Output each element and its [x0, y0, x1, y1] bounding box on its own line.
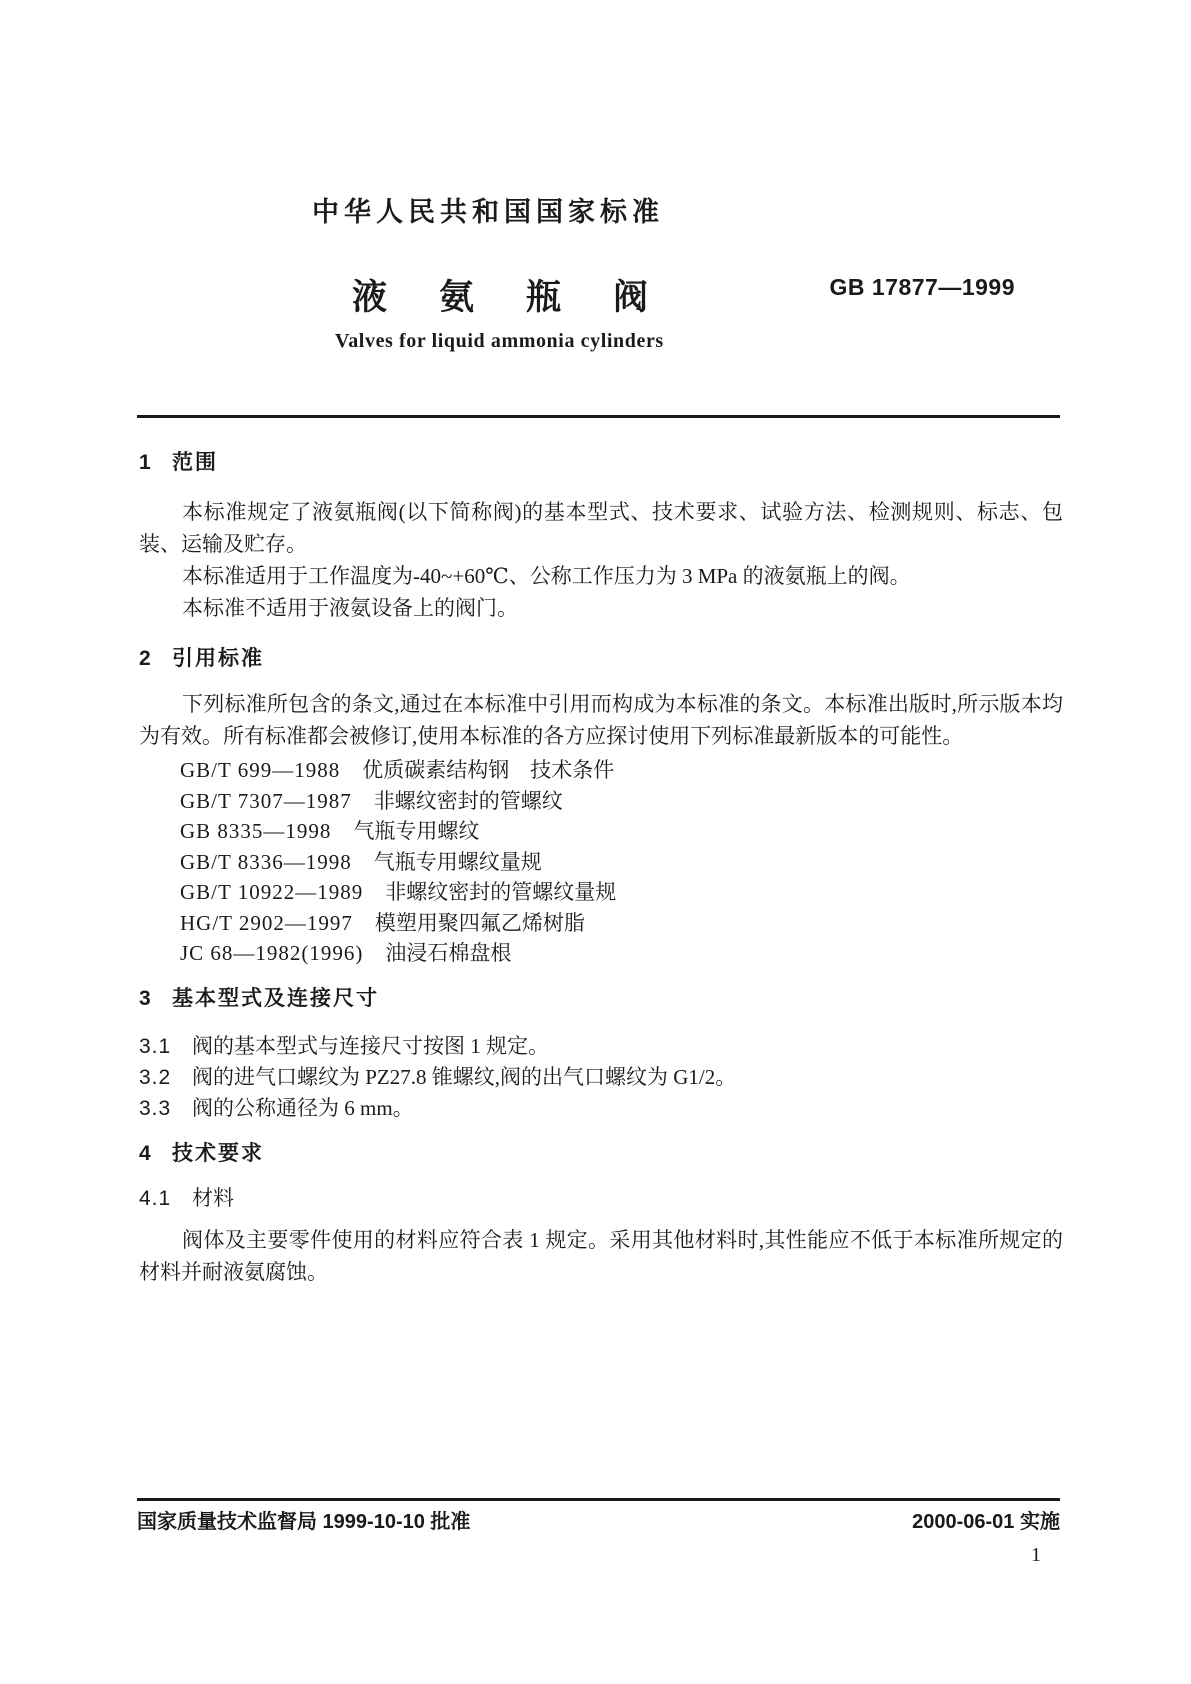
reference-title: 油浸石棉盘根 — [385, 941, 512, 965]
section-heading-technical-requirements — [139, 1143, 1063, 1165]
document-title-cn: 液氨瓶阀 — [352, 278, 701, 317]
approval-text: 国家质量技术监督局 1999-10-10 批准 — [137, 1511, 471, 1533]
clause-text: 阀的进气口螺纹为 PZ27.8 锥螺纹,阀的出气口螺纹为 G1/2。 — [192, 1064, 737, 1089]
section-heading-text: 基本型式及连接尺寸 — [172, 986, 379, 1010]
document-title-en: Valves for liquid ammonia cylinders — [335, 330, 664, 352]
implementation-text: 2000-06-01 实施 — [912, 1511, 1060, 1533]
reference-title: 非螺纹密封的管螺纹 — [373, 788, 563, 813]
clause-item — [139, 1031, 1063, 1062]
section-number: 1 — [139, 451, 151, 474]
reference-item — [180, 816, 1063, 847]
reference-item — [180, 938, 1063, 969]
reference-title: 非螺纹密封的管螺纹量规 — [385, 880, 617, 904]
clause-number: 3.3 — [139, 1096, 172, 1120]
section-heading-scope — [139, 452, 1063, 474]
paragraph-scope-3: 本标准不适用于液氨设备上的阀门。 — [182, 596, 518, 620]
reference-code: GB/T 10922—1989 — [180, 880, 364, 904]
clause-text: 材料 — [192, 1185, 234, 1210]
clause-list — [139, 1031, 1063, 1124]
paragraph-references-intro: 下列标准所包含的条文,通过在本标准中引用而构成为本标准的条文。本标准出版时,所示版本均为有效。所有标准都会被修订,使用本标准的各方应探讨使用下列标准最新版本的可能性。 — [139, 692, 1063, 748]
reference-item — [180, 877, 1063, 908]
paragraph-scope-1: 本标准规定了液氨瓶阀(以下简称阀)的基本型式、技术要求、试验方法、检测规则、标志、包装、运输及贮存。 — [139, 500, 1063, 556]
reference-code: JC 68—1982(1996) — [180, 941, 364, 965]
paragraph-scope-2: 本标准适用于工作温度为-40~+60℃、公称工作压力为 3 MPa 的液氨瓶上的阀。 — [182, 564, 911, 588]
reference-title: 气瓶专用螺纹量规 — [373, 849, 542, 874]
reference-item — [180, 755, 1063, 786]
clause-number: 3.1 — [139, 1034, 172, 1058]
section-heading-text: 范围 — [172, 451, 218, 474]
section-heading-basic-type — [139, 988, 1063, 1010]
clause-text: 阀的基本型式与连接尺寸按图 1 规定。 — [192, 1033, 549, 1058]
section-number: 4 — [139, 1141, 151, 1165]
clause-text: 阀的公称通径为 6 mm。 — [192, 1095, 414, 1120]
section-heading-text: 技术要求 — [172, 1141, 264, 1165]
reference-item — [180, 847, 1063, 878]
reference-title: 模塑用聚四氟乙烯树脂 — [374, 910, 585, 935]
reference-code: HG/T 2902—1997 — [180, 910, 353, 935]
reference-code: GB/T 699—1988 — [180, 758, 341, 782]
clause-item — [139, 1062, 1063, 1093]
reference-code: GB 8335—1998 — [180, 819, 332, 843]
clause-number: 3.2 — [139, 1065, 172, 1089]
standard-number: GB 17877—1999 — [829, 274, 1015, 300]
reference-code: GB/T 7307—1987 — [180, 788, 352, 813]
header-rule — [137, 415, 1060, 418]
reference-code: GB/T 8336—1998 — [180, 849, 352, 874]
references-list — [139, 755, 1063, 969]
reference-title: 优质碳素结构钢 技术条件 — [362, 758, 615, 782]
footer-rule — [137, 1498, 1060, 1501]
clause-item — [139, 1183, 1063, 1214]
clause-item — [139, 1093, 1063, 1124]
page-number: 1 — [1031, 1544, 1041, 1566]
section-number: 3 — [139, 986, 151, 1010]
body-content — [139, 444, 1063, 1288]
section-number: 2 — [139, 647, 151, 670]
reference-item — [180, 908, 1063, 939]
clause-number: 4.1 — [139, 1186, 172, 1210]
reference-item — [180, 786, 1063, 817]
section-heading-references — [139, 648, 1063, 670]
paragraph-material: 阀体及主要零件使用的材料应符合表 1 规定。采用其他材料时,其性能应不低于本标准所规定的材料并耐液氨腐蚀。 — [139, 1227, 1063, 1284]
doc-footer — [137, 1510, 1060, 1534]
national-standard-label: 中华人民共和国国家标准 — [312, 197, 664, 227]
section-heading-text: 引用标准 — [172, 647, 264, 670]
reference-title: 气瓶专用螺纹 — [353, 819, 480, 843]
